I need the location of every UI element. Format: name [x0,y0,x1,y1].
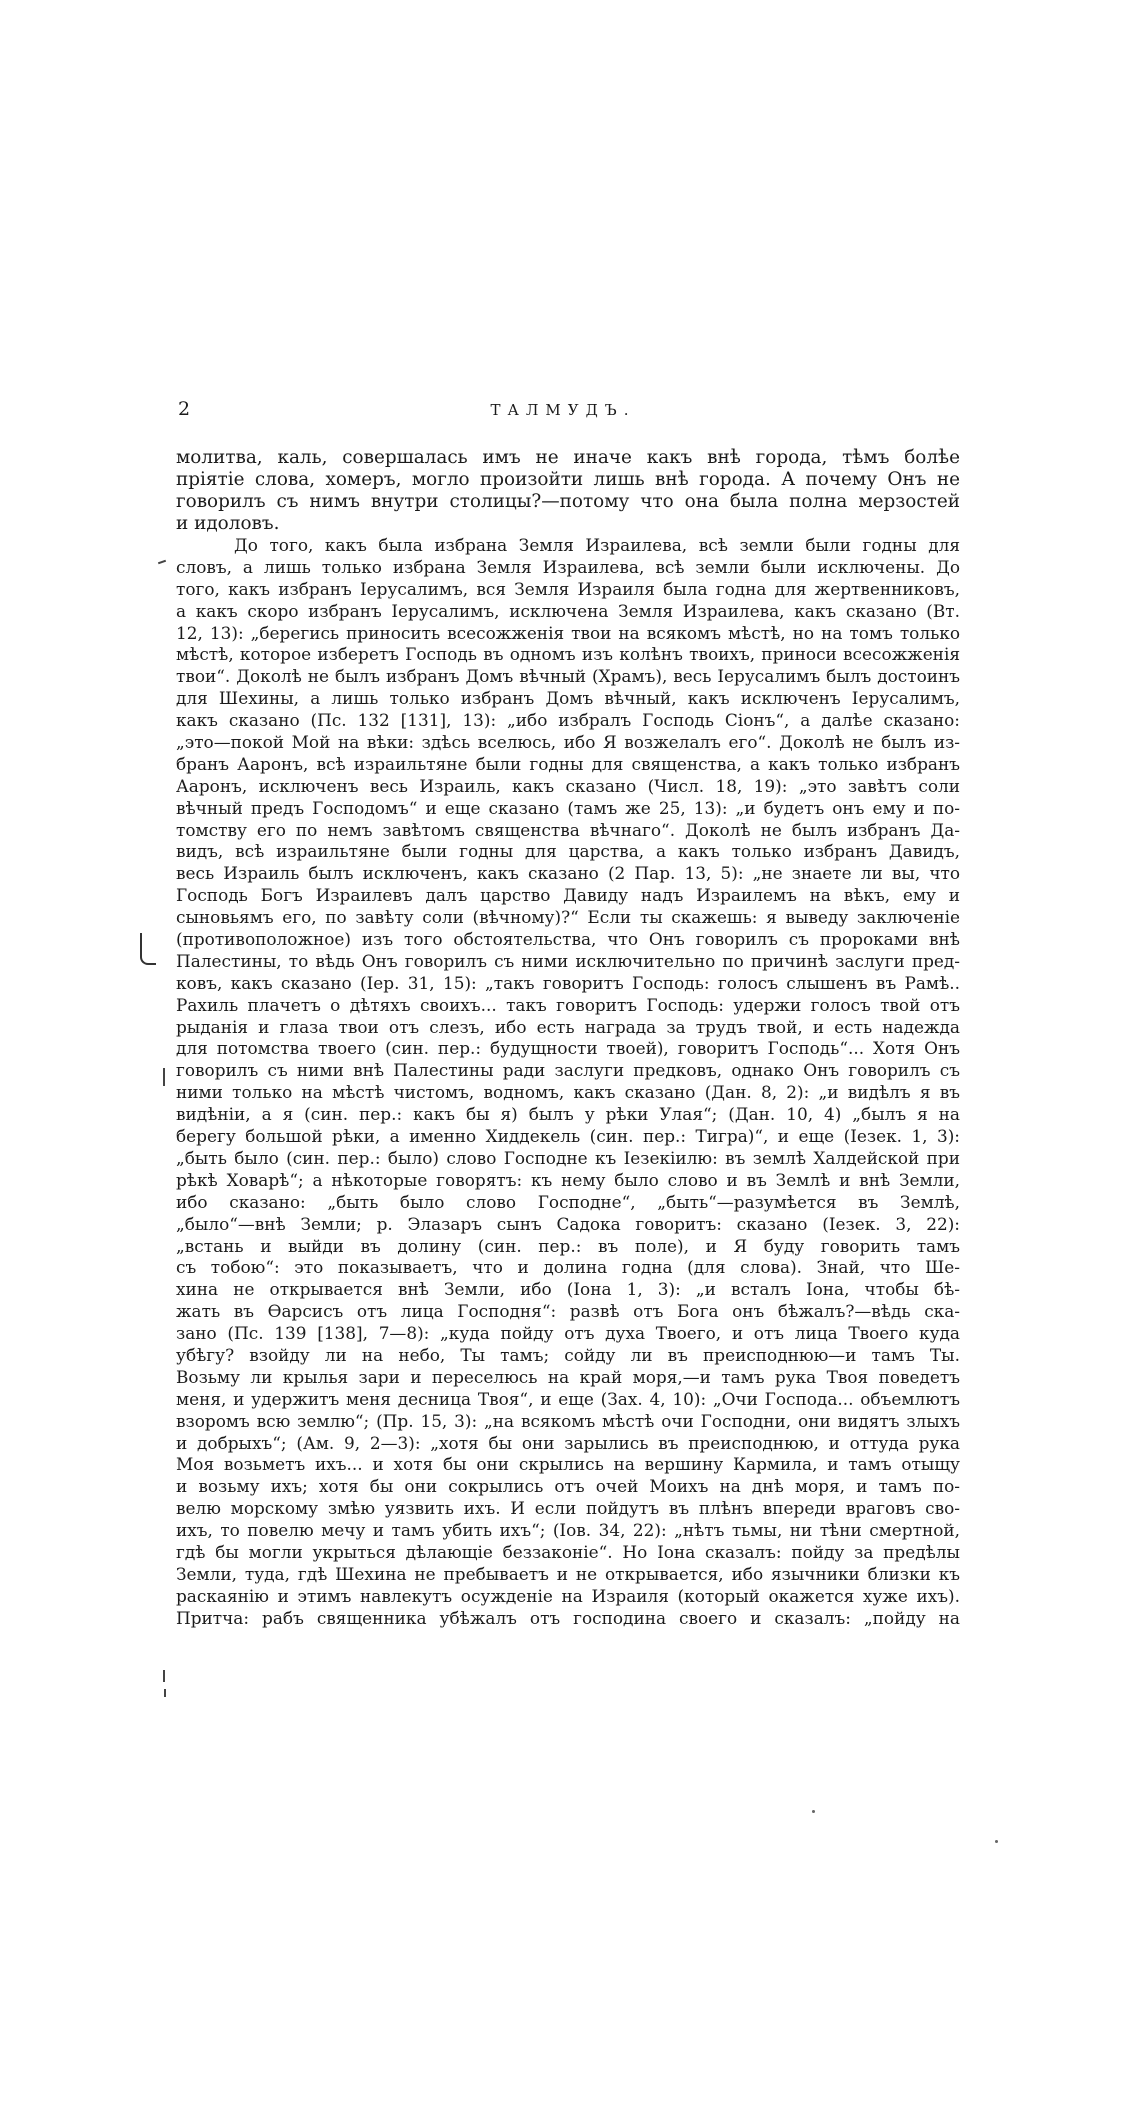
page-header [176,398,950,422]
text-line: и идоловъ. [176,513,280,534]
text-line: зано (Пс. 139 [138], 7—8): „куда пойду отъ духа Твоего, и отъ лица Твоего куда [176,1323,960,1344]
text-line: хина не открывается внѣ Земли, ибо (Іона 1, 3): „и всталъ Іона, чтобы бѣ- [176,1279,960,1300]
text-line: жать въ Ѳарсисъ отъ лица Господня“: развѣ отъ Бога онъ бѣжалъ?—вѣдь ска- [176,1301,960,1322]
text-line: „встань и выйди въ долину (син. пер.: въ поле), и Я буду говорить тамъ [176,1235,960,1256]
text-line: раскаянію и этимъ навлекутъ осужденіе на Израиля (который окажется хуже ихъ). [176,1585,960,1606]
text-line: видъ, всѣ израильтяне были годны для царства, а какъ только избранъ Давидъ, [176,841,960,862]
text-line: говорилъ съ нимъ внутри столицы?—потому что она была полна мерзостей [176,491,960,512]
text-line: мѣстѣ, которое изберетъ Господь въ одномъ изъ колѣнъ твоихъ, приноси всесожженія [176,644,960,665]
text-line: Палестины, то вѣдь Онъ говорилъ съ ними исключительно по причинѣ заслуги пред- [176,950,960,971]
text-line: Ааронъ, исключенъ весь Израиль, какъ сказано (Числ. 18, 19): „это завѣтъ соли [176,775,960,796]
margin-bracket-mark [140,933,156,965]
page-number: 2 [178,398,191,420]
margin-dash-mark [158,560,166,565]
text-line: ибо сказано: „быть было слово Господне“, „быть“—разумѣется въ Землѣ, [176,1191,960,1212]
text-line: 12, 13): „берегись приносить всесожженія твои на всякомъ мѣстѣ, но на томъ только [176,622,960,643]
text-line: Земли, туда, гдѣ Шехина не пребываетъ и не открывается, ибо язычники близки къ [176,1563,960,1584]
margin-tick-mark [163,1068,165,1086]
text-line: гдѣ бы могли укрыться дѣлающіе беззаконіе“. Но Іона сказалъ: пойду за предѣлы [176,1541,960,1562]
text-line: ихъ, то повелю мечу и тамъ убить ихъ“; (Іов. 34, 22): „нѣтъ тьмы, ни тѣни смертной, [176,1520,960,1541]
text-line: томству его по немъ завѣтомъ священства вѣчнаго“. Доколѣ не былъ избранъ Да- [176,819,960,840]
text-line: велю морскому змѣю уязвить ихъ. И если пойдутъ въ плѣнъ впереди враговъ сво- [176,1498,960,1519]
text-line: для потомства твоего (син. пер.: будущности твоей), говоритъ Господь“... Хотя Онъ [176,1038,960,1059]
text-line: и возьму ихъ; хотя бы они сокрылись отъ очей Моихъ на днѣ моря, и тамъ по- [176,1476,960,1497]
text-line: рыданія и глаза твои отъ слезъ, ибо есть награда за трудъ твой, и есть надежда [176,1016,960,1037]
text-line: молитва, каль, совершалась имъ не иначе какъ внѣ города, тѣмъ болѣе [176,447,960,468]
text-line: убѣгу? взойду ли на небо, Ты тамъ; сойду ли въ преисподнюю—и тамъ Ты. [176,1344,960,1365]
text-line: Моя возьметъ ихъ... и хотя бы они скрылись на вершину Кармила, и тамъ отыщу [176,1454,960,1475]
text-line: говорилъ съ ними внѣ Палестины ради заслуги предковъ, однако Онъ говорилъ съ [176,1060,960,1081]
text-line: „это—покой Мой на вѣки: здѣсь вселюсь, ибо Я возжелалъ его“. Доколѣ не былъ из- [176,732,960,753]
text-line [176,1630,960,1652]
text-line: Возьму ли крылья зари и переселюсь на край моря,—и тамъ рука Твоя поведетъ [176,1366,960,1387]
text-line: взоромъ всю землю“; (Пр. 15, 3): „на всякомъ мѣстѣ очи Господни, они видятъ злыхъ [176,1410,960,1431]
paragraph-first-line: До того, какъ была избрана Земля Израилева, всѣ земли были годны для [234,535,960,555]
text-line: твои“. Доколѣ не былъ избранъ Домъ вѣчный (Храмъ), весь Іерусалимъ былъ достоинъ [176,666,960,687]
text-line: берегу большой рѣки, а именно Хиддекель (син. пер.: Тигра)“, и еще (Іезек. 1, 3): [176,1126,960,1147]
running-title: ТАЛМУДЪ. [490,401,636,419]
text-line: бранъ Ааронъ, всѣ израильтяне были годны для священства, а какъ только избранъ [176,753,960,774]
text-line: весь Израиль былъ исключенъ, какъ сказано (2 Пар. 13, 5): „не знаете ли вы, что [176,863,960,884]
text-line: меня, и удержитъ меня десница Твоя“, и еще (Зах. 4, 10): „Очи Господа... объемлютъ [176,1388,960,1409]
body-text [176,447,960,1651]
text-line: сыновьямъ его, по завѣту соли (вѣчному)?“ Если ты скажешь: я выведу заключеніе [176,907,960,928]
margin-tick-mark [163,1670,165,1682]
text-line: „быть было (син. пер.: было) слово Господне къ Іезекіилю: въ землѣ Халдейской при [176,1147,960,1168]
text-line: а какъ скоро избранъ Іерусалимъ, исключена Земля Израилева, какъ сказано (Вт. [176,600,960,621]
text-line: съ тобою“: это показываетъ, что и долина годна (для слова). Знай, что Ше- [176,1257,960,1278]
text-line: (противоположное) изъ того обстоятельства, что Онъ говорилъ съ пророками внѣ [176,929,960,950]
text-line: ними только на мѣстѣ чистомъ, водномъ, какъ сказано (Дан. 8, 2): „и видѣлъ я въ [176,1082,960,1103]
text-line: какъ сказано (Пс. 132 [131], 13): „ибо избралъ Господь Сіонъ“, а далѣе сказано: [176,710,960,731]
text-line: для Шехины, а лишь только избранъ Домъ вѣчный, какъ исключенъ Іерусалимъ, [176,688,960,709]
text-line: Господь Богъ Израилевъ далъ царство Давиду надъ Израилемъ на вѣкъ, ему и [176,885,960,906]
text-line: рѣкѣ Ховарѣ“; а нѣкоторые говорятъ: къ нему было слово и въ Землѣ и внѣ Земли, [176,1169,960,1190]
scan-speck [995,1840,998,1843]
text-line: ковъ, какъ сказано (Іер. 31, 15): „такъ говоритъ Господь: голосъ слышенъ въ Рамѣ.. [176,972,960,993]
text-line: и добрыхъ“; (Ам. 9, 2—3): „хотя бы они зарылись въ преисподнюю, и оттуда рука [176,1432,960,1453]
margin-tick-mark [164,1689,166,1697]
text-line: Рахиль плачетъ о дѣтяхъ своихъ... такъ говоритъ Господь: удержи голосъ твой отъ [176,994,960,1015]
text-line: Притча: рабъ священника убѣжалъ отъ господина своего и сказалъ: „пойду на [176,1607,960,1628]
text-line: „было“—внѣ Земли; р. Элазаръ сынъ Садока говоритъ: сказано (Іезек. 3, 22): [176,1213,960,1234]
text-line: вѣчный предъ Господомъ“ и еще сказано (тамъ же 25, 13): „и будетъ онъ ему и по- [176,797,960,818]
text-line: пріятіе слова, хомеръ, могло произойти лишь внѣ города. А почему Онъ не [176,469,960,490]
text-line: того, какъ избранъ Іерусалимъ, вся Земля Израиля была годна для жертвенниковъ, [176,578,960,599]
scan-speck [812,1810,815,1813]
text-line: видѣніи, а я (син. пер.: какъ бы я) былъ у рѣки Улая“; (Дан. 10, 4) „былъ я на [176,1104,960,1125]
text-line: словъ, а лишь только избрана Земля Израилева, всѣ земли были исключены. До [176,556,960,577]
